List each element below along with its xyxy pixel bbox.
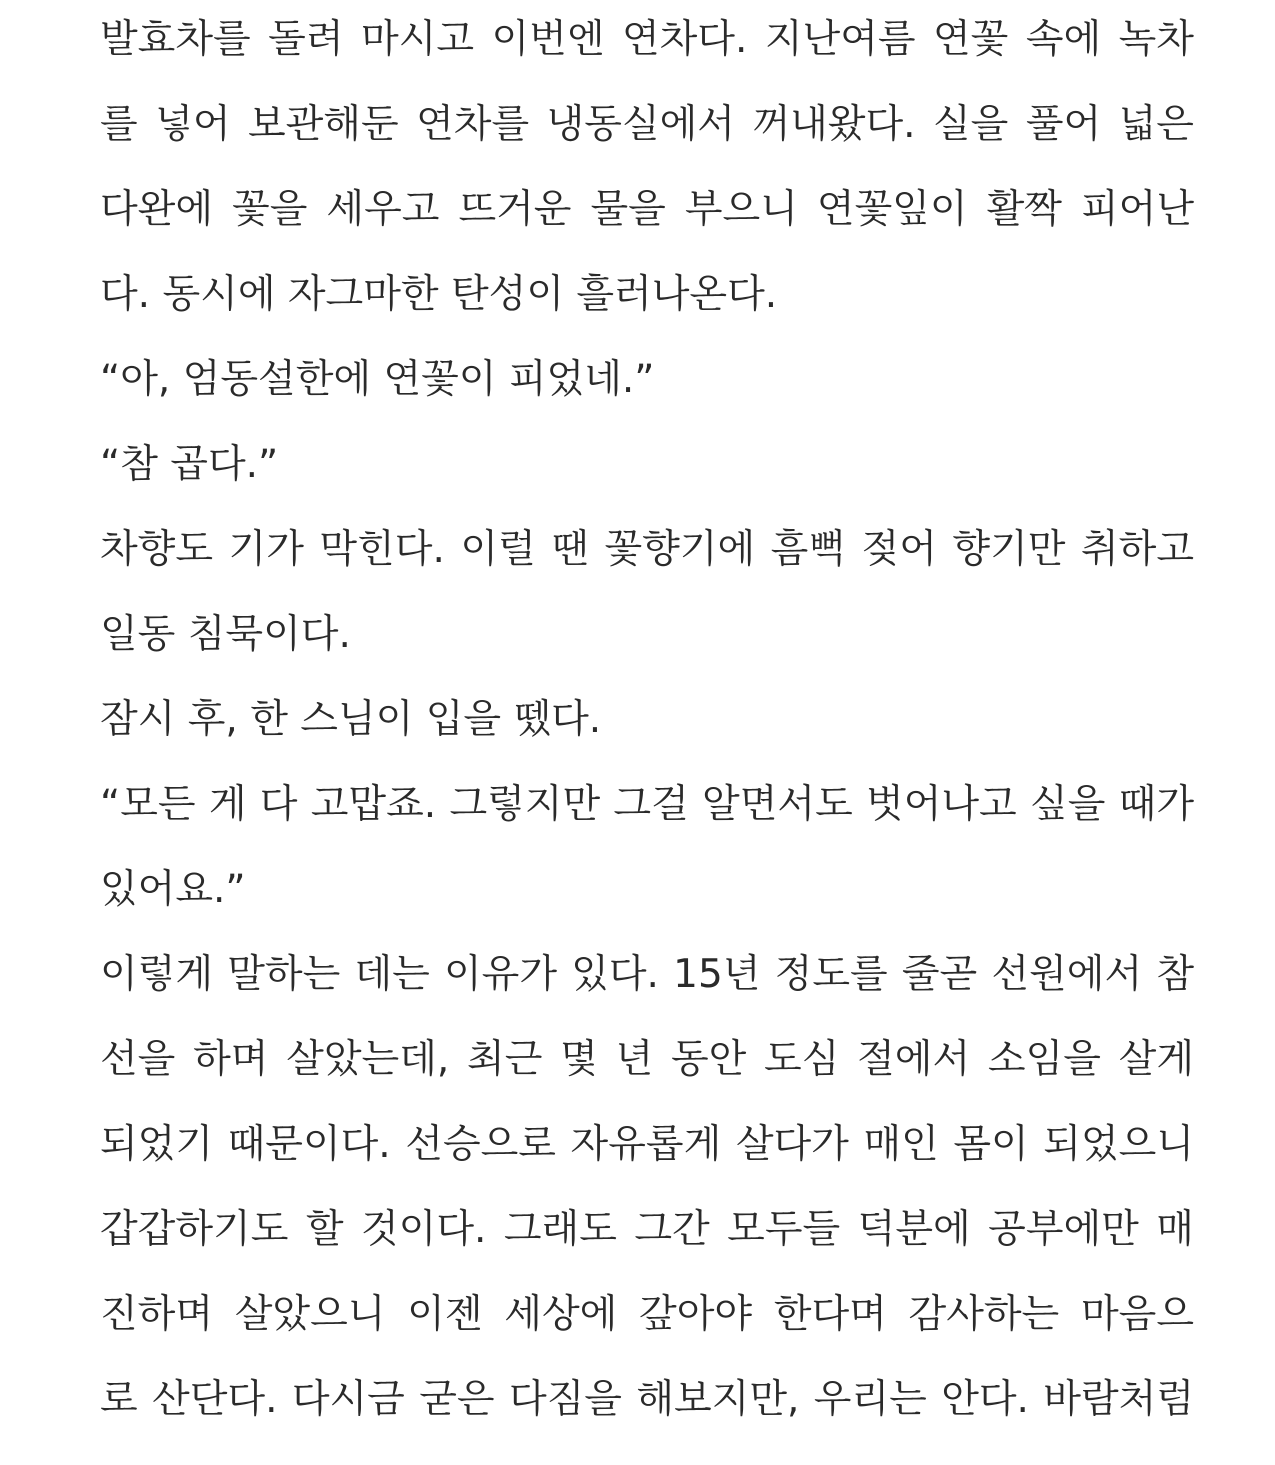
text-line: 선을 하며 살았는데, 최근 몇 년 동안 도심 절에서 소임을 살게 — [100, 1037, 1194, 1082]
dialogue-line: 있어요.” — [100, 867, 246, 912]
text-line: 다. 동시에 자그마한 탄성이 흘러나온다. — [100, 272, 778, 317]
text-line: 를 넣어 보관해둔 연차를 냉동실에서 꺼내왔다. 실을 풀어 넓은 — [100, 102, 1194, 147]
text-line: 진하며 살았으니 이젠 세상에 갚아야 한다며 감사하는 마음으 — [100, 1292, 1194, 1337]
text-line: 일동 침묵이다. — [100, 612, 351, 657]
text-line: 발효차를 돌려 마시고 이번엔 연차다. 지난여름 연꽃 속에 녹차 — [100, 17, 1194, 62]
text-line: 차향도 기가 막힌다. 이럴 땐 꽃향기에 흠뻑 젖어 향기만 취하고 — [100, 527, 1194, 572]
text-line: 다완에 꽃을 세우고 뜨거운 물을 부으니 연꽃잎이 활짝 피어난 — [100, 187, 1194, 232]
dialogue-line: “참 곱다.” — [100, 442, 279, 487]
text-line: 로 산단다. 다시금 굳은 다짐을 해보지만, 우리는 안다. 바람처럼 — [100, 1377, 1194, 1422]
text-line: 이렇게 말하는 데는 이유가 있다. 15년 정도를 줄곧 선원에서 참 — [100, 952, 1194, 997]
dialogue-line: “모든 게 다 고맙죠. 그렇지만 그걸 알면서도 벗어나고 싶을 때가 — [100, 782, 1194, 827]
dialogue-line: “아, 엄동설한에 연꽃이 피었네.” — [100, 357, 655, 402]
text-line: 되었기 때문이다. 선승으로 자유롭게 살다가 매인 몸이 되었으니 — [100, 1122, 1194, 1167]
text-line: 잠시 후, 한 스님이 입을 뗐다. — [100, 697, 602, 742]
text-line: 갑갑하기도 할 것이다. 그래도 그간 모두들 덕분에 공부에만 매 — [100, 1207, 1194, 1252]
